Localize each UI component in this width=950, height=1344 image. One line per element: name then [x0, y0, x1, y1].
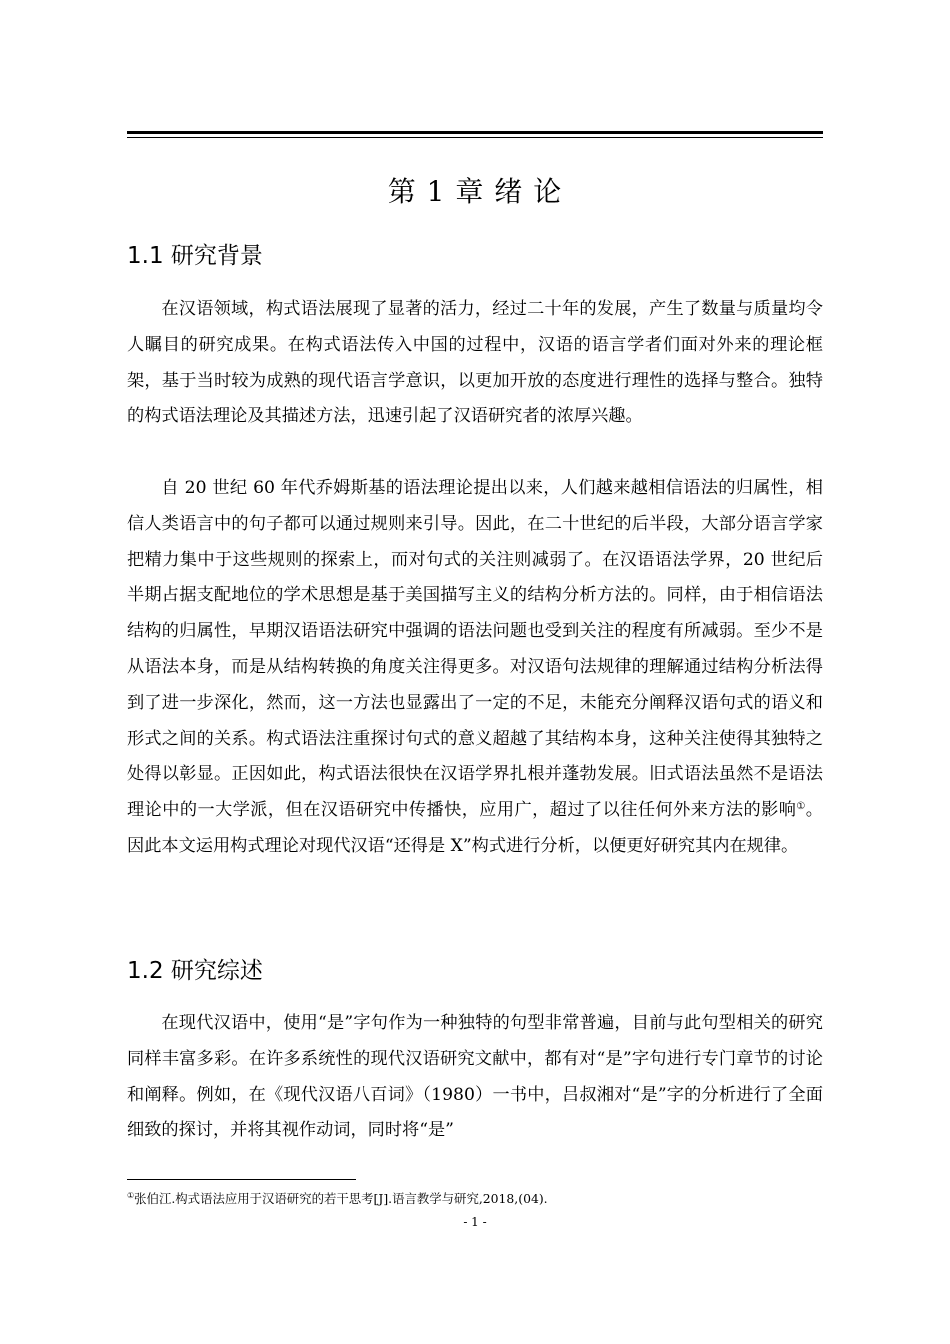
footnote	[127, 1190, 548, 1208]
paragraph-2-tail: 。因此本文运用构式理论对现代汉语“还得是 X”构式进行分析，以便更好研究其内在规律。	[127, 800, 823, 856]
section-title-1-1: 1.1 研究背景	[127, 243, 263, 269]
header-rule-thin	[127, 137, 823, 138]
paragraph-2	[127, 471, 823, 865]
footnote-reference[interactable]: ①	[796, 801, 806, 813]
chapter-title: 第 1 章 绪 论	[387, 175, 563, 208]
header-rule-thick	[127, 131, 823, 134]
page-number: - 1 -	[463, 1215, 487, 1229]
paragraph-2-body: 自 20 世纪 60 年代乔姆斯基的语法理论提出以来，人们越来越相信语法的归属性，相信人类语言中的句子都可以通过规则来引导。因此，在二十世纪的后半段，大部分语言学家把精力集中于这些规则的探索上，而对句式的关注则减弱了。在汉语语法学界，20 世纪后半期占据支配地位的学术思想是基于美国描写主义的结构分析方法的。同样，由于相信语法结构的归属性，早期汉语语法研究中强调的语法问题也受到关注的程度有所减弱。至少不是从语法本身，而是从结构转换的角度关注得更多。对汉语句法规律的理解通过结构分析法得到了进一步深化，然而，这一方法也显露出了一定的不足，未能充分阐释汉语句式的语义和形式之间的关系。构式语法注重探讨句式的意义超越了其结构本身，这种关注使得其独特之处得以彰显。正因如此，构式语法很快在汉语学界扎根并蓬勃发展。旧式语法虽然不是语法理论中的一大学派，但在汉语研究中传播快，应用广，超过了以往任何外来方法的影响	[127, 478, 823, 821]
paragraph-1: 在汉语领域，构式语法展现了显著的活力，经过二十年的发展，产生了数量与质量均令人瞩目的研究成果。在构式语法传入中国的过程中，汉语的语言学者们面对外来的理论框架，基于当时较为成熟的现代语言学意识，以更加开放的态度进行理性的选择与整合。独特的构式语法理论及其描述方法，迅速引起了汉语研究者的浓厚兴趣。	[127, 299, 823, 427]
footnote-separator	[127, 1179, 356, 1180]
footnote-marker: ①	[127, 1191, 135, 1200]
footnote-text: 张伯江.构式语法应用于汉语研究的若干思考[J].语言教学与研究,2018,(04).	[134, 1191, 548, 1206]
section-title-1-2: 1.2 研究综述	[127, 958, 263, 984]
paragraph-3: 在现代汉语中，使用“是”字句作为一种独特的句型非常普遍，目前与此句型相关的研究同样丰富多彩。在许多系统性的现代汉语研究文献中，都有对“是”字句进行专门章节的讨论和阐释。例如，在《现代汉语八百词》（1980）一书中，吕叔湘对“是”字的分析进行了全面细致的探讨，并将其视作动词，同时将“是”	[127, 1013, 823, 1141]
